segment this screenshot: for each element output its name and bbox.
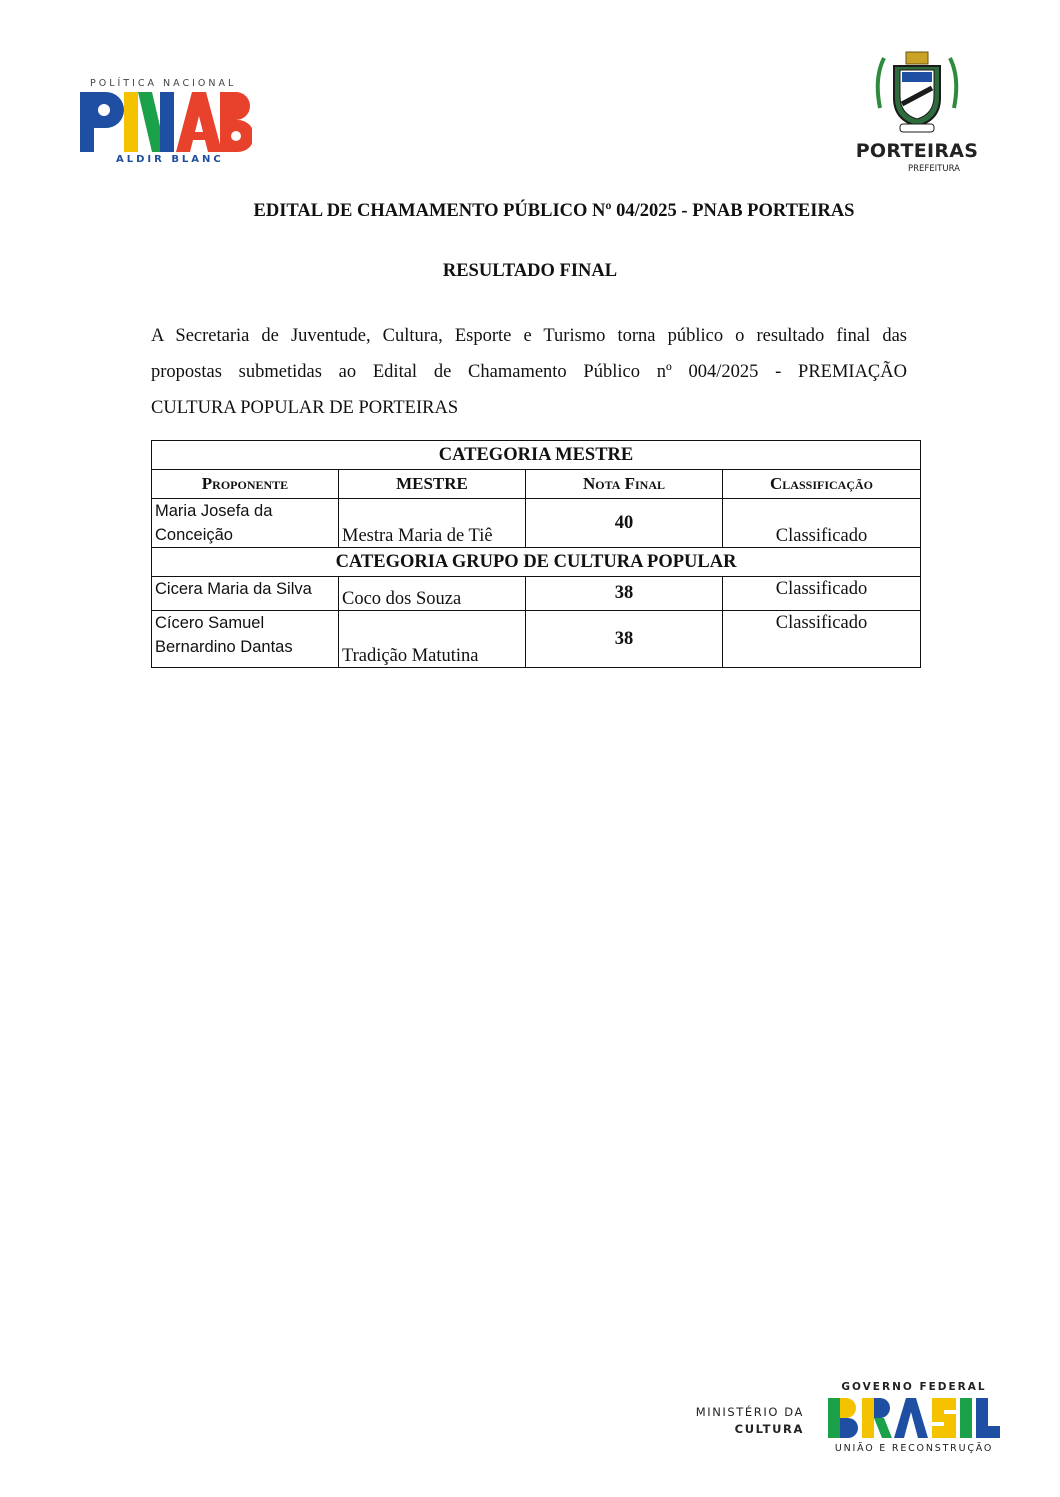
porteiras-logo (852, 48, 982, 178)
table-row (152, 499, 921, 548)
category-row (152, 441, 921, 470)
ministry-logo (678, 1404, 804, 1438)
cell-classificacao: Classificado (723, 611, 921, 668)
porteiras-logo-sub: PREFEITURA (908, 164, 960, 174)
cell-nota: 38 (526, 611, 723, 668)
document-subtitle: RESULTADO FINAL (442, 261, 618, 281)
gov-top-text: GOVERNO FEDERAL (841, 1381, 987, 1393)
pnab-logo (80, 78, 260, 168)
intro-line: CULTURA POPULAR DE PORTEIRAS (151, 398, 459, 418)
cell-mestre: Mestra Maria de Tiê (339, 499, 526, 548)
table-row (152, 577, 921, 611)
category-grupo-heading: CATEGORIA GRUPO DE CULTURA POPULAR (152, 548, 921, 577)
table-row (152, 611, 921, 668)
governo-federal-logo (826, 1381, 1002, 1454)
header-proponente: Proponente (152, 470, 339, 499)
cell-grupo: Tradição Matutina (339, 611, 526, 668)
header-mestre: MESTRE (339, 470, 526, 499)
category-row (152, 548, 921, 577)
ministry-line: CULTURA (734, 1422, 804, 1436)
pnab-logo-top-text: POLÍTICA NACIONAL (90, 78, 237, 89)
cell-grupo: Coco dos Souza (339, 577, 526, 611)
brasil-wordmark-icon (826, 1396, 1002, 1440)
cell-proponente: Cicera Maria da Silva (152, 577, 339, 611)
cell-classificacao: Classificado (723, 499, 921, 548)
category-mestre-heading: CATEGORIA MESTRE (152, 441, 921, 470)
ministry-line: MINISTÉRIO DA (695, 1405, 804, 1419)
document-title: EDITAL DE CHAMAMENTO PÚBLICO Nº 04/2025 - PNAB PORTEIRAS (253, 201, 855, 221)
cell-proponente: Cícero Samuel Bernardino Dantas (152, 611, 339, 668)
header-classificacao: Classificação (723, 470, 921, 499)
pnab-wordmark-icon (80, 92, 252, 154)
results-table (151, 440, 921, 668)
pnab-logo-bottom-text: ALDIR BLANC (116, 154, 224, 165)
intro-line: A Secretaria de Juventude, Cultura, Esporte e Turismo torna público o resultado final das (151, 326, 907, 346)
cell-proponente: Maria Josefa da Conceição (152, 499, 339, 548)
intro-line: propostas submetidas ao Edital de Chamamento Público nº 004/2025 - PREMIAÇÃO (151, 362, 907, 382)
porteiras-logo-name: PORTEIRAS (855, 140, 979, 162)
cell-nota: 38 (526, 577, 723, 611)
cell-nota: 40 (526, 499, 723, 548)
cell-classificacao: Classificado (723, 577, 921, 611)
gov-bottom-text: UNIÃO E RECONSTRUÇÃO (834, 1443, 994, 1454)
header-nota-final: Nota Final (526, 470, 723, 499)
intro-paragraph (151, 318, 907, 426)
municipal-coat-of-arms-icon (874, 48, 960, 136)
table-header-row (152, 470, 921, 499)
